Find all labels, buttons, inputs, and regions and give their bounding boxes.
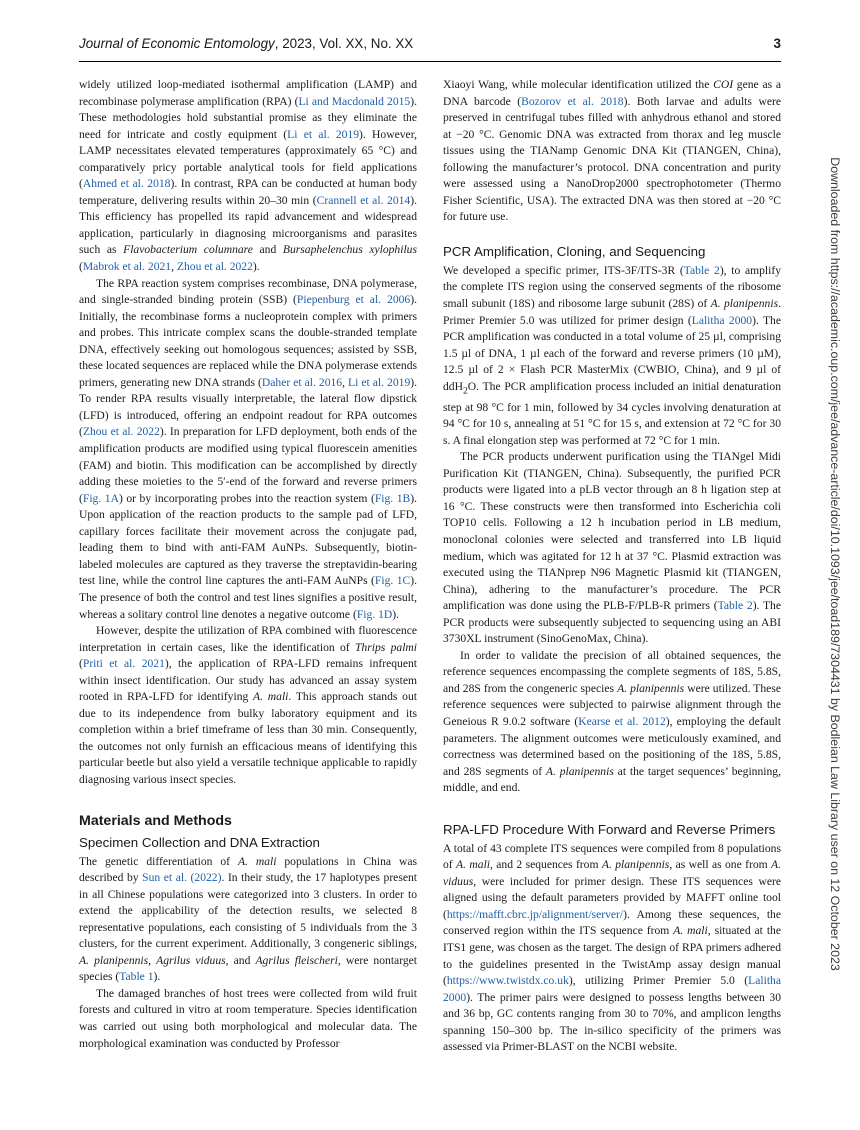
- text: ). Among these sequences, the conserved region within the ITS sequence from: [443, 907, 781, 938]
- text: . In their study, the 17 haplotypes present in all Chinese populations were categorized into 3 clusters. In order to extend the applicability of the detection results, we selected 8 representative populations, each consisting of 5 individuals from the 3 clusters, for the current experiment. Additionally, 3 congeneric siblings,: [79, 871, 417, 951]
- text: (: [79, 260, 83, 274]
- table-link[interactable]: Table 2: [683, 263, 720, 277]
- text: The RPA reaction system comprises recombinase, DNA polymerase, and single-stranded binding protein (SSB) (: [79, 276, 417, 307]
- header-rule: [79, 61, 781, 62]
- paragraph: [443, 449, 781, 648]
- paragraph: [79, 77, 417, 276]
- citation-link[interactable]: Crannell et al. 2014: [316, 193, 411, 207]
- paragraph: [443, 648, 781, 797]
- text: ). The PCR products were subsequently subjected to sequencing using an ABI 3730XL instrument (SinoGenoMax, China).: [443, 599, 781, 646]
- text: , and 2 sequences from: [490, 858, 602, 872]
- text: at the target sequences’ beginning, middle, and end.: [443, 764, 781, 795]
- citation-link[interactable]: Sun et al. (2022): [142, 871, 222, 885]
- table-link[interactable]: Table 1: [119, 970, 154, 984]
- species-name: A. planipennis: [617, 681, 685, 695]
- citation-link[interactable]: Zhou et al. 2022: [82, 425, 160, 439]
- citation-link[interactable]: Lalitha 2000: [443, 974, 781, 1004]
- text: A total of 43 complete ITS sequences were compiled from 8 populations of: [443, 841, 781, 872]
- species-name: A. planipennis: [545, 764, 614, 778]
- text: ). However, LAMP necessitates elevated temperatures (approximately 65 °C) and comparatively pricy portable analytical tools for field applications (: [79, 127, 417, 191]
- text: However, despite the utilization of RPA combined with fluorescence interpretation in certain cases, like the identification of: [79, 624, 417, 654]
- text: ). This efficiency has propelled its rapid advancement and widespread application, particularly in diagnosing microorganisms and parasites such as: [79, 193, 417, 257]
- citation-link[interactable]: Daher et al. 2016: [261, 375, 343, 389]
- text: The genetic differentiation of: [79, 854, 238, 868]
- text: ), to amplify the complete ITS region using the conserved segments of the ribosome small subunit (18S) and ribosome large subunit (28S) of: [443, 263, 781, 311]
- paragraph: [79, 854, 417, 986]
- citation-link[interactable]: Li et al. 2019: [287, 127, 360, 141]
- species-name: A. mali: [253, 690, 289, 704]
- text: , and: [225, 953, 256, 967]
- text: . This approach stands out due to its independence from bulky laboratory equipment and its completion within a brief timeframe of less than 30 min. Consequently, the outcomes not only furnish an efficacious means of identifying this particular beetle but also yield a versatile technique applicable to rapidly diagnosing various insect species.: [79, 690, 417, 786]
- text: , situated at the ITS1 gene, was chosen as the target. The design of RPA primers adhered to the guidelines presented in the TwistAmp assay design manual (: [443, 924, 781, 988]
- text: ). Upon application of the reaction products to the sample pad of LFD, capillary forces facilitate their movement across the conjugate pad, leading them to bind with anti-FAM AuNPs. Subsequently, biotin-labeled molecules are captured as they traverse the streptavidin-bearing test line, while the control line captures the anti-FAM AuNPs (: [79, 491, 418, 588]
- download-notice: Downloaded from https://academic.oup.com/jee/advance-article/doi/10.1093/jee/toad189/7304431 by Bodleian Law Library user on 12 October 2023: [828, 157, 842, 971]
- figure-link[interactable]: Fig. 1A: [82, 491, 119, 505]
- page-number: 3: [773, 36, 781, 51]
- text: ).: [153, 970, 161, 984]
- paragraph: [79, 276, 417, 623]
- species-name: Thrips palmi: [354, 640, 418, 654]
- running-header: [79, 36, 781, 56]
- journal-citation: [79, 36, 413, 51]
- text: , as well as one from: [669, 858, 772, 872]
- species-name: A. planipennis: [601, 858, 670, 872]
- text: The PCR products underwent purification using the TIANgel Midi Purification Kit (TIANGEN, China). Subsequently, the purified PCR products were ligated into a pLB vector through an 8 h ligation step at 16 °C. These constructs were then transformed into Escherichia coli TOP10 cells. Following a 12 h incubation period in LB medium, monoclonal colonies were selected and transferred into LB liquid medium, which was agitated for 12 h at 37 °C. Plasmid extraction was executed using the TIANprep N96 Magnetic Plasmid kit (TIANGEN, China), adhering to the manufacturer’s procedure. The PCR amplification was done using the PLB-F/PLB-R primers (: [443, 450, 781, 613]
- species-name: A. mali: [673, 924, 708, 938]
- url-link[interactable]: https://www.twistdx.co.uk: [446, 974, 569, 988]
- figure-link[interactable]: Fig. 1B: [374, 491, 411, 505]
- text: ) or by incorporating probes into the reaction system (: [118, 491, 375, 505]
- text: ), utilizing Primer Premier 5.0 (: [568, 974, 749, 988]
- citation-link[interactable]: Li et al. 2019: [348, 375, 411, 389]
- paragraph: [443, 77, 781, 226]
- text: ).: [252, 260, 260, 274]
- text: were utilized. These reference sequences were subjected to pairwise alignment through the Geneious R 9.0.2 software (: [443, 681, 781, 728]
- text: widely utilized loop-mediated isothermal amplification (LAMP) and recombinase polymerase amplification (RPA) (: [79, 78, 417, 108]
- journal-name: Journal of Economic Entomology: [79, 36, 275, 51]
- text: In order to validate the precision of all obtained sequences, the reference sequences encompassing the complete segments of 18S, 5.8S, and 28S from the congeneric species: [443, 648, 781, 695]
- species-name: Flavobacterium columnare: [123, 243, 253, 257]
- species-name: A. planipennis: [710, 297, 779, 311]
- text: ,: [148, 953, 157, 967]
- paragraph: [443, 841, 781, 1056]
- text: (: [79, 657, 83, 671]
- text: ), the application of RPA-LFD remains infrequent within insect identification. Our study has advanced an assay system rooted in RPA-LFD for identifying: [79, 657, 417, 704]
- citation-link[interactable]: Priti et al. 2021: [82, 657, 165, 671]
- species-name: A. viduus: [443, 858, 782, 888]
- citation-link[interactable]: Bozorov et al. 2018: [521, 94, 624, 108]
- citation-link[interactable]: Lalitha 2000: [691, 313, 753, 327]
- text: ). The primer pairs were designed to possess lengths between 30 and 36 bp, GC contents ranging from 30 to 70%, and amplicon lengths spanning 150–300 bp. The in-silico specificity of the primers was assessed via Primer-BLAST on the NCBI website.: [443, 990, 781, 1054]
- subscript: 2: [462, 385, 468, 397]
- text: ). To render RPA results visually interpretable, the lateral flow dipstick (LFD) is introduced, offering an endpoint readout for RPA outcomes (: [79, 375, 418, 439]
- text: ). In contrast, RPA can be conducted at human body temperature, delivering results within 20–30 min (: [79, 177, 418, 207]
- paragraph: The damaged branches of host trees were collected from wild fruit forests and cultured in vitro at room temperature. Species identification was carried out using both morphological and molecular data. The morphological examination was conducted by Professor: [79, 986, 417, 1050]
- species-name: A. planipennis: [79, 953, 149, 967]
- right-column: [443, 77, 781, 1056]
- subsection-heading: PCR Amplification, Cloning, and Sequencing: [443, 243, 706, 259]
- text: ).: [392, 607, 400, 621]
- journal-volume-info: , 2023, Vol. XX, No. XX: [274, 36, 414, 51]
- citation-link[interactable]: Ahmed et al. 2018: [82, 177, 171, 191]
- left-column: [79, 77, 417, 1052]
- text: . Primer Premier 5.0 was utilized for primer design (: [443, 297, 781, 327]
- text: and: [252, 243, 283, 257]
- citation-link[interactable]: Li and Macdonald 2015: [298, 94, 411, 108]
- figure-link[interactable]: Fig. 1D: [356, 607, 393, 621]
- citation-link[interactable]: Zhou et al. 2022: [176, 260, 253, 274]
- text: ). The presence of both the control and test lines signifies a positive result, whereas a solitary control line denotes a negative outcome (: [79, 574, 417, 621]
- species-name: Bursaphelenchus xylophilus: [282, 243, 417, 257]
- species-name: Agrilus viduus: [156, 953, 226, 967]
- text: populations in China was described by: [79, 854, 417, 885]
- citation-link[interactable]: Piepenburg et al. 2006: [296, 293, 411, 307]
- citation-link[interactable]: Kearse et al. 2012: [578, 715, 666, 728]
- section-heading: Materials and Methods: [79, 812, 232, 829]
- figure-link[interactable]: Fig. 1C: [374, 574, 411, 588]
- text: , were nontarget species (: [79, 953, 418, 984]
- text: gene as a DNA barcode (: [443, 78, 781, 108]
- species-name: A. mali: [456, 858, 491, 872]
- text: ), employing the default parameters. The alignment outcomes were meticulously examined, and correctness was determined based on the positioning of the 18S, 5.8S, and 28S segments of: [443, 715, 781, 778]
- text: ). The PCR amplification was conducted in a total volume of 25 µl, comprising 1.5 µl of DNA, 1 µl each of the forward and reverse primers (10 µM), 12.5 µl of 2 × Flash PCR MasterMix (CWBIO, China), and 9 µl of ddH: [443, 313, 781, 393]
- citation-link[interactable]: Mabrok et al. 2021: [82, 260, 172, 274]
- species-name: Agrilus fleischeri: [255, 953, 338, 967]
- species-name: A. mali: [237, 854, 277, 868]
- paragraph: [443, 263, 781, 449]
- table-link[interactable]: Table 2: [717, 599, 753, 613]
- gene-name: COI: [713, 78, 734, 91]
- url-link[interactable]: https://mafft.cbrc.jp/alignment/server/: [446, 907, 624, 921]
- text: We developed a specific primer, ITS-3F/ITS-3R (: [443, 263, 684, 277]
- text: ). These methodologies hold substantial promise as they eliminate the need for intricate and costly equipment (: [79, 94, 417, 141]
- text: O. The PCR amplification process included an initial denaturation step at 98 °C for 1 min, followed by 34 cycles involving denaturation at 94 °C for 10 s, annealing at 51 °C for 15 s, and extension at 72 °C for 30 s. A final elongation step was performed at 72 °C for 1 min.: [443, 379, 781, 447]
- text: ). Initially, the recombinase forms a nucleoprotein complex with primers and probes. This intricate complex scans the double-stranded template DNA, effectively seeking out homologous sequences; assisted by SSB, these located sequences are replaced while the DNA polymerase extends primers, generating new DNA strands (: [79, 293, 417, 389]
- text: , were included for primer design. These ITS sequences were aligned using the default parameters provided by MAFFT online tool (: [443, 874, 781, 921]
- text: ,: [342, 375, 349, 389]
- subsection-heading: Specimen Collection and DNA Extraction: [79, 834, 320, 850]
- subsection-heading: RPA-LFD Procedure With Forward and Reverse Primers: [443, 821, 776, 837]
- text: ,: [171, 260, 177, 274]
- text: ). Both larvae and adults were preserved in centrifugal tubes filled with anhydrous ethanol and stored at −20 °C. Genomic DNA was extracted from thorax and leg muscle tissues using the TIANamp Genomic DNA Kit (TIANGEN, China), following the manufacturer’s protocol. DNA concentration and purity were assessed using a NanoDrop2000 spectrophotometer (Thermo Fisher Scientific, USA). The extracted DNA was then stored at −20 °C for future use.: [443, 94, 781, 224]
- text: Xiaoyi Wang, while molecular identification utilized the: [443, 78, 714, 91]
- text: ). In preparation for LFD deployment, both ends of the amplification products are modified using typical fluorescein amenities (FAM) and biotin. This modification can be accomplished by directly adding these moieties to the 5′-end of the forward and reverse primers (: [79, 425, 417, 505]
- paragraph: [79, 623, 417, 788]
